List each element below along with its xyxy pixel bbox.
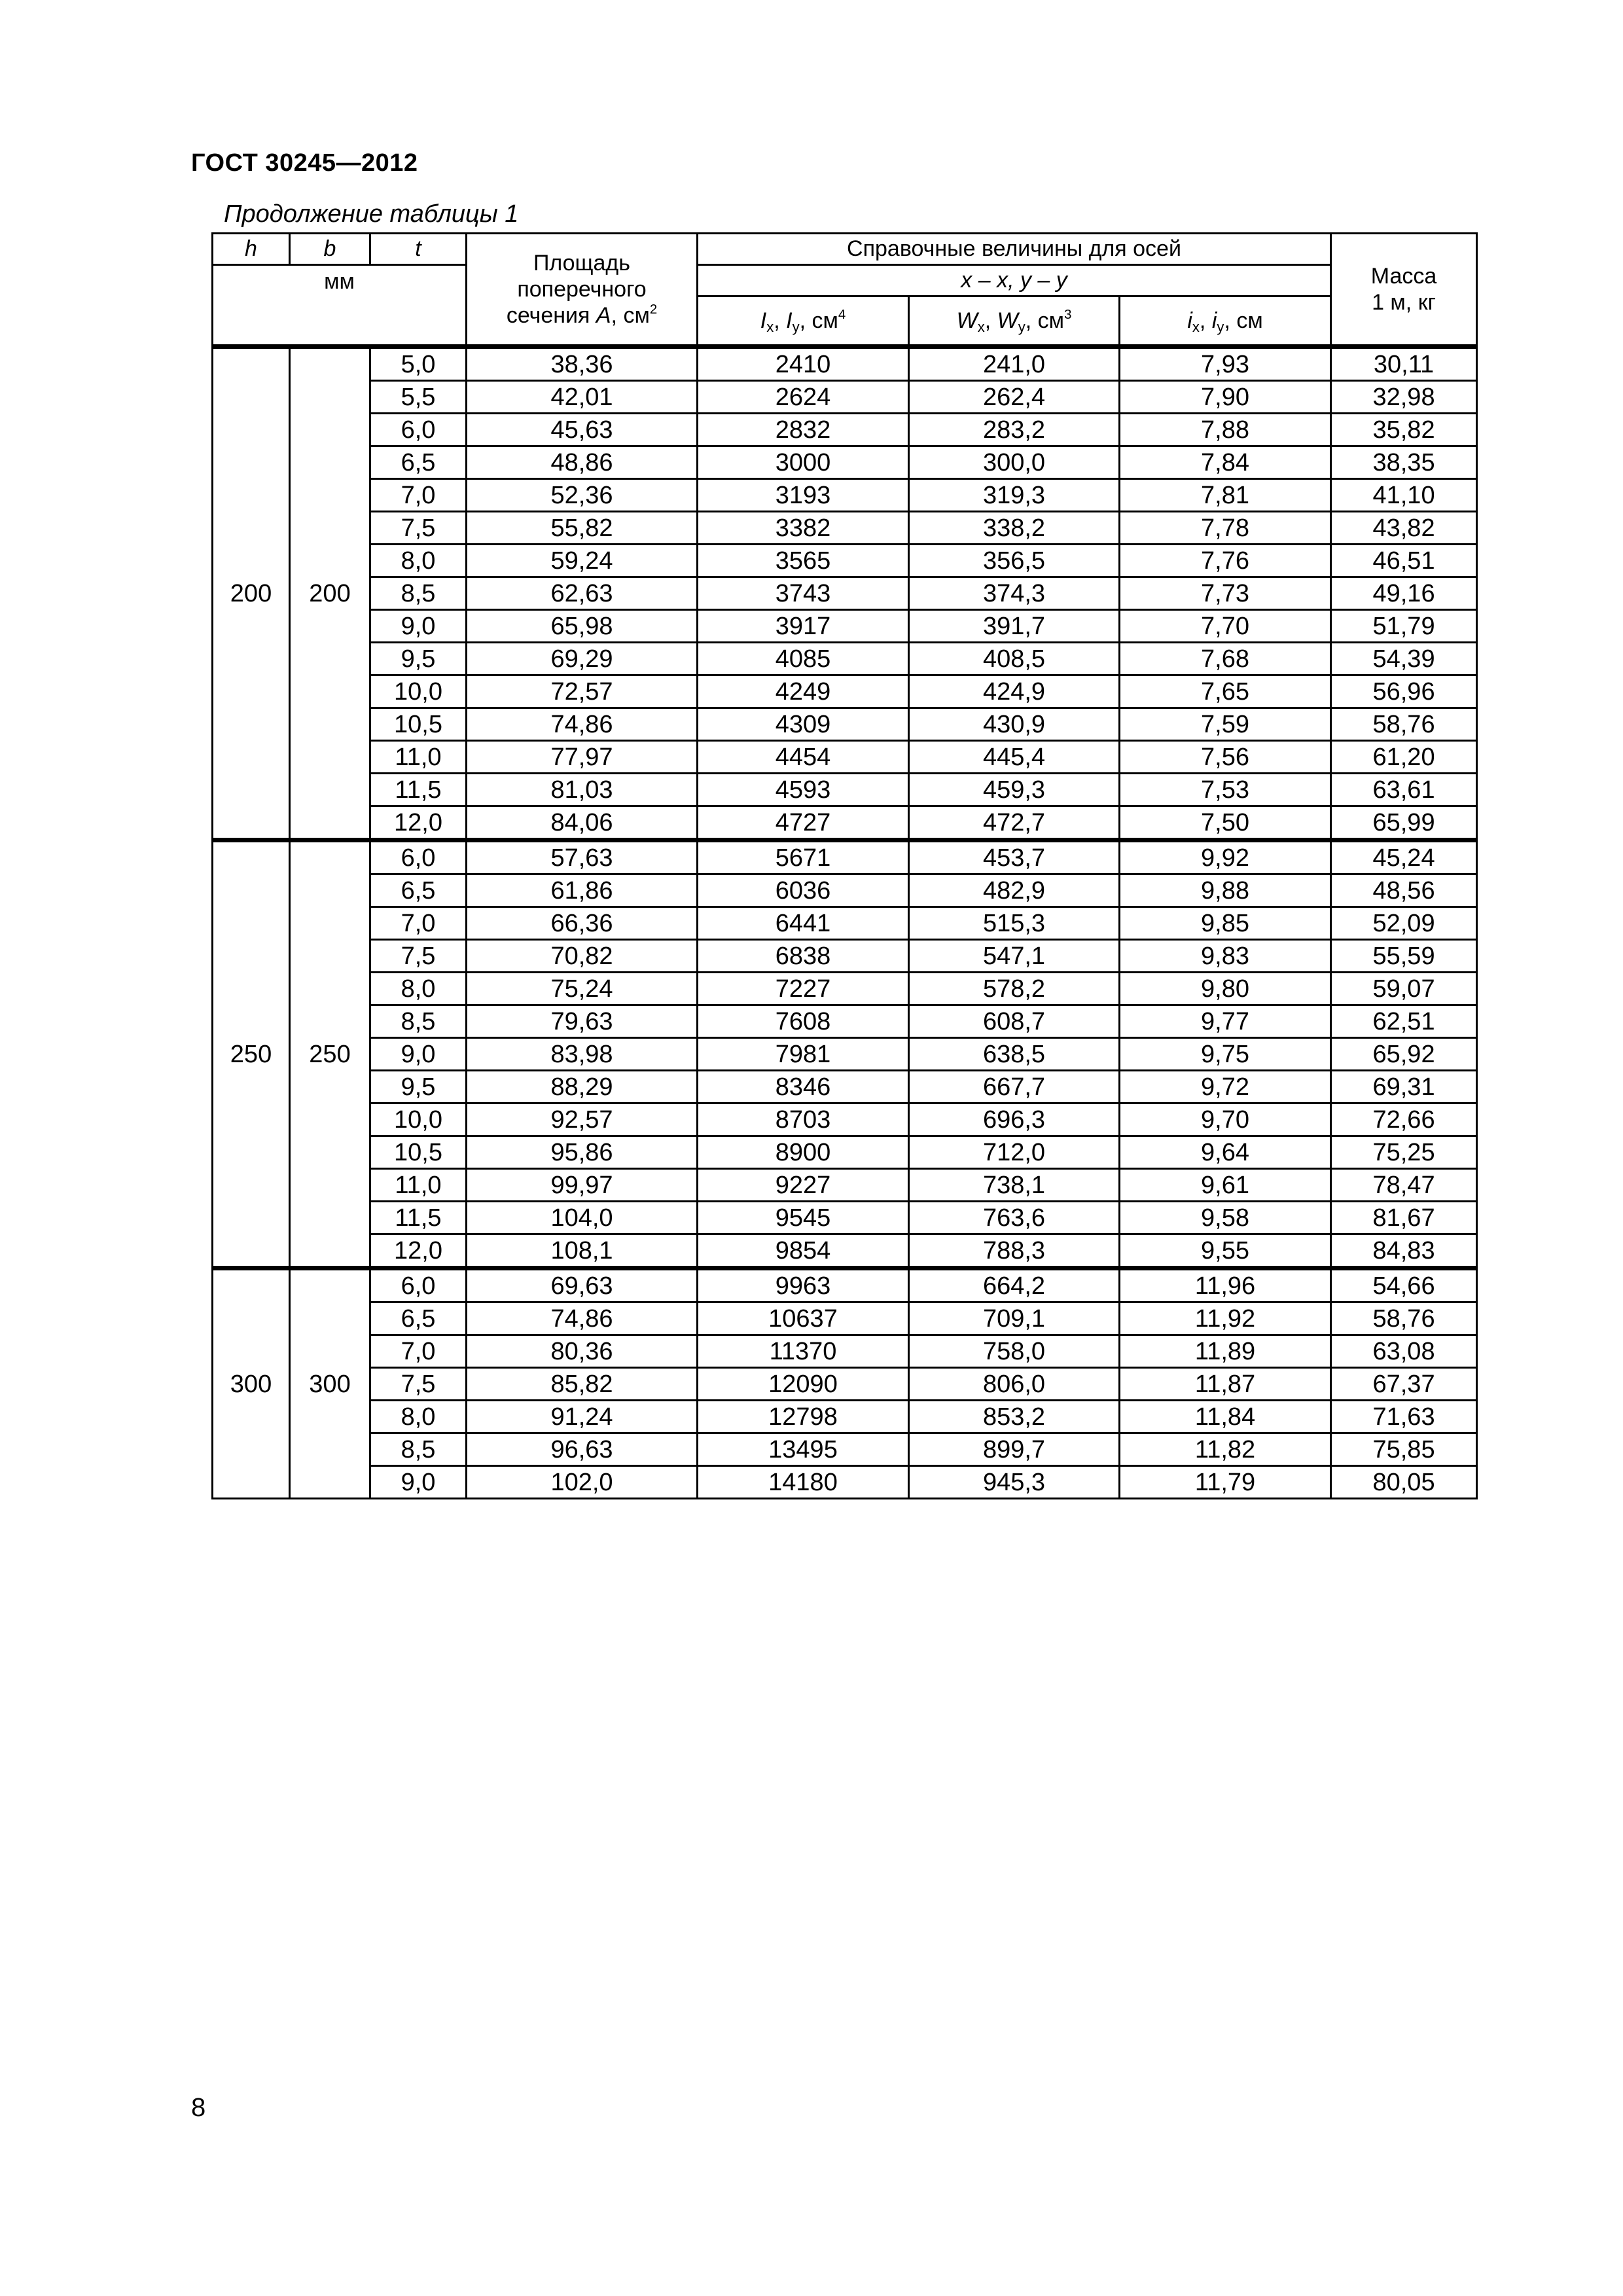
t-cell: 9,5 <box>370 1071 467 1103</box>
table-body <box>213 347 1477 1499</box>
t-cell: 6,5 <box>370 874 467 907</box>
area-cell: 84,06 <box>467 806 698 840</box>
t-cell: 8,5 <box>370 577 467 610</box>
gyration-cell: 7,59 <box>1120 708 1331 741</box>
t-cell: 12,0 <box>370 806 467 840</box>
modulus-cell: 445,4 <box>909 741 1120 774</box>
t-cell: 7,0 <box>370 1335 467 1368</box>
modulus-cell: 608,7 <box>909 1005 1120 1038</box>
inertia-cell: 2624 <box>698 381 909 414</box>
inertia-cell: 6441 <box>698 907 909 940</box>
inertia-cell: 14180 <box>698 1466 909 1499</box>
gyration-cell: 11,92 <box>1120 1302 1331 1335</box>
mass-cell: 41,10 <box>1331 479 1477 512</box>
document-title: ГОСТ 30245—2012 <box>191 149 418 177</box>
table-row <box>213 446 1477 479</box>
mass-cell: 54,66 <box>1331 1268 1477 1302</box>
inertia-cell: 12798 <box>698 1401 909 1433</box>
inertia-cell: 4454 <box>698 741 909 774</box>
mass-cell: 67,37 <box>1331 1368 1477 1401</box>
modulus-cell: 391,7 <box>909 610 1120 643</box>
gyration-cell: 11,89 <box>1120 1335 1331 1368</box>
area-cell: 99,97 <box>467 1169 698 1202</box>
mass-cell: 56,96 <box>1331 675 1477 708</box>
modulus-cell: 472,7 <box>909 806 1120 840</box>
table-row <box>213 1335 1477 1368</box>
table-row <box>213 1401 1477 1433</box>
header-radius-of-gyration: $i_x$, $i_y$, см <box>1120 296 1331 347</box>
modulus-cell: 300,0 <box>909 446 1120 479</box>
modulus-cell: 430,9 <box>909 708 1120 741</box>
t-cell: 5,0 <box>370 347 467 381</box>
gyration-cell: 9,77 <box>1120 1005 1331 1038</box>
gyration-cell: 7,53 <box>1120 774 1331 806</box>
t-cell: 7,5 <box>370 940 467 973</box>
t-cell: 7,0 <box>370 907 467 940</box>
area-cell: 80,36 <box>467 1335 698 1368</box>
gyration-cell: 7,81 <box>1120 479 1331 512</box>
mass-cell: 32,98 <box>1331 381 1477 414</box>
t-cell: 12,0 <box>370 1234 467 1268</box>
mass-cell: 63,08 <box>1331 1335 1477 1368</box>
header-mass: Масса 1 м, кг <box>1331 234 1477 347</box>
area-cell: 75,24 <box>467 973 698 1005</box>
modulus-cell: 738,1 <box>909 1169 1120 1202</box>
gyration-cell: 9,88 <box>1120 874 1331 907</box>
group-b-cell: 300 <box>290 1268 370 1499</box>
t-cell: 10,5 <box>370 1136 467 1169</box>
mass-cell: 63,61 <box>1331 774 1477 806</box>
area-cell: 74,86 <box>467 1302 698 1335</box>
modulus-cell: 667,7 <box>909 1071 1120 1103</box>
area-cell: 74,86 <box>467 708 698 741</box>
t-cell: 7,0 <box>370 479 467 512</box>
table-row <box>213 940 1477 973</box>
mass-cell: 65,99 <box>1331 806 1477 840</box>
inertia-cell: 3382 <box>698 512 909 545</box>
modulus-cell: 338,2 <box>909 512 1120 545</box>
modulus-cell: 482,9 <box>909 874 1120 907</box>
t-cell: 9,0 <box>370 610 467 643</box>
area-cell: 70,82 <box>467 940 698 973</box>
table-row <box>213 347 1477 381</box>
gyration-cell: 7,88 <box>1120 414 1331 446</box>
area-cell: 62,63 <box>467 577 698 610</box>
gyration-cell: 7,65 <box>1120 675 1331 708</box>
modulus-cell: 319,3 <box>909 479 1120 512</box>
header-mm: мм <box>213 265 467 347</box>
gyration-cell: 9,92 <box>1120 840 1331 874</box>
mass-cell: 58,76 <box>1331 708 1477 741</box>
table-row <box>213 577 1477 610</box>
table-header <box>213 234 1477 347</box>
inertia-cell: 9854 <box>698 1234 909 1268</box>
table-row <box>213 840 1477 874</box>
t-cell: 6,0 <box>370 1268 467 1302</box>
area-cell: 57,63 <box>467 840 698 874</box>
mass-cell: 71,63 <box>1331 1401 1477 1433</box>
modulus-cell: 241,0 <box>909 347 1120 381</box>
gyration-cell: 7,93 <box>1120 347 1331 381</box>
table-row <box>213 1234 1477 1268</box>
table-row <box>213 1136 1477 1169</box>
table-row <box>213 1005 1477 1038</box>
table-row <box>213 643 1477 675</box>
table-row <box>213 1302 1477 1335</box>
area-cell: 91,24 <box>467 1401 698 1433</box>
mass-cell: 75,25 <box>1331 1136 1477 1169</box>
inertia-cell: 7227 <box>698 973 909 1005</box>
t-cell: 8,0 <box>370 1401 467 1433</box>
inertia-cell: 6036 <box>698 874 909 907</box>
table-row <box>213 479 1477 512</box>
mass-cell: 49,16 <box>1331 577 1477 610</box>
modulus-cell: 408,5 <box>909 643 1120 675</box>
area-cell: 72,57 <box>467 675 698 708</box>
inertia-cell: 9963 <box>698 1268 909 1302</box>
area-cell: 42,01 <box>467 381 698 414</box>
gyration-cell: 9,61 <box>1120 1169 1331 1202</box>
table-row <box>213 1202 1477 1234</box>
gyration-cell: 7,76 <box>1120 545 1331 577</box>
group-b-cell: 250 <box>290 840 370 1268</box>
inertia-cell: 6838 <box>698 940 909 973</box>
area-cell: 96,63 <box>467 1433 698 1466</box>
modulus-cell: 638,5 <box>909 1038 1120 1071</box>
area-cell: 69,63 <box>467 1268 698 1302</box>
mass-cell: 45,24 <box>1331 840 1477 874</box>
t-cell: 9,0 <box>370 1466 467 1499</box>
gyration-cell: 9,72 <box>1120 1071 1331 1103</box>
mass-cell: 78,47 <box>1331 1169 1477 1202</box>
inertia-cell: 11370 <box>698 1335 909 1368</box>
area-cell: 79,63 <box>467 1005 698 1038</box>
inertia-cell: 4249 <box>698 675 909 708</box>
gyration-cell: 7,56 <box>1120 741 1331 774</box>
modulus-cell: 356,5 <box>909 545 1120 577</box>
inertia-cell: 4593 <box>698 774 909 806</box>
t-cell: 10,0 <box>370 675 467 708</box>
t-cell: 5,5 <box>370 381 467 414</box>
gyration-cell: 11,79 <box>1120 1466 1331 1499</box>
modulus-cell: 453,7 <box>909 840 1120 874</box>
gyration-cell: 11,87 <box>1120 1368 1331 1401</box>
mass-cell: 81,67 <box>1331 1202 1477 1234</box>
gyration-cell: 7,68 <box>1120 643 1331 675</box>
header-axes: x – x, y – y <box>698 265 1331 296</box>
page-number: 8 <box>191 2093 206 2122</box>
table-row <box>213 1103 1477 1136</box>
modulus-cell: 709,1 <box>909 1302 1120 1335</box>
modulus-cell: 283,2 <box>909 414 1120 446</box>
modulus-cell: 788,3 <box>909 1234 1120 1268</box>
header-t: t <box>370 234 467 265</box>
inertia-cell: 8703 <box>698 1103 909 1136</box>
area-cell: 45,63 <box>467 414 698 446</box>
header-section-modulus: $W_x$, $W_y$, $см^3$ <box>909 296 1120 347</box>
inertia-cell: 5671 <box>698 840 909 874</box>
table-row <box>213 610 1477 643</box>
table-row <box>213 741 1477 774</box>
group-b-cell: 200 <box>290 347 370 840</box>
mass-cell: 75,85 <box>1331 1433 1477 1466</box>
table-row <box>213 414 1477 446</box>
inertia-cell: 3917 <box>698 610 909 643</box>
table-row <box>213 1433 1477 1466</box>
t-cell: 7,5 <box>370 512 467 545</box>
mass-cell: 84,83 <box>1331 1234 1477 1268</box>
mass-cell: 35,82 <box>1331 414 1477 446</box>
table-row <box>213 1368 1477 1401</box>
inertia-cell: 9545 <box>698 1202 909 1234</box>
t-cell: 9,0 <box>370 1038 467 1071</box>
inertia-cell: 3000 <box>698 446 909 479</box>
group-h-cell: 200 <box>213 347 290 840</box>
inertia-cell: 13495 <box>698 1433 909 1466</box>
mass-cell: 65,92 <box>1331 1038 1477 1071</box>
header-area: Площадь поперечного сечения A, $см^2$ <box>467 234 698 347</box>
t-cell: 7,5 <box>370 1368 467 1401</box>
mass-cell: 30,11 <box>1331 347 1477 381</box>
gyration-cell: 11,82 <box>1120 1433 1331 1466</box>
group-h-cell: 300 <box>213 1268 290 1499</box>
mass-cell: 48,56 <box>1331 874 1477 907</box>
modulus-cell: 853,2 <box>909 1401 1120 1433</box>
area-cell: 48,86 <box>467 446 698 479</box>
t-cell: 6,5 <box>370 446 467 479</box>
modulus-cell: 696,3 <box>909 1103 1120 1136</box>
mass-cell: 55,59 <box>1331 940 1477 973</box>
header-h: h <box>213 234 290 265</box>
t-cell: 8,5 <box>370 1005 467 1038</box>
table-row <box>213 1466 1477 1499</box>
gyration-cell: 9,85 <box>1120 907 1331 940</box>
t-cell: 8,0 <box>370 545 467 577</box>
area-cell: 83,98 <box>467 1038 698 1071</box>
gyration-cell: 7,50 <box>1120 806 1331 840</box>
t-cell: 11,5 <box>370 1202 467 1234</box>
t-cell: 6,5 <box>370 1302 467 1335</box>
modulus-cell: 459,3 <box>909 774 1120 806</box>
t-cell: 8,0 <box>370 973 467 1005</box>
table-row <box>213 1169 1477 1202</box>
inertia-cell: 3193 <box>698 479 909 512</box>
gyration-cell: 7,70 <box>1120 610 1331 643</box>
inertia-cell: 12090 <box>698 1368 909 1401</box>
inertia-cell: 4727 <box>698 806 909 840</box>
header-b: b <box>290 234 370 265</box>
t-cell: 11,5 <box>370 774 467 806</box>
area-cell: 85,82 <box>467 1368 698 1401</box>
mass-cell: 43,82 <box>1331 512 1477 545</box>
inertia-cell: 2410 <box>698 347 909 381</box>
table-row <box>213 675 1477 708</box>
area-cell: 81,03 <box>467 774 698 806</box>
inertia-cell: 3743 <box>698 577 909 610</box>
mass-cell: 72,66 <box>1331 1103 1477 1136</box>
area-cell: 95,86 <box>467 1136 698 1169</box>
inertia-cell: 3565 <box>698 545 909 577</box>
inertia-cell: 8900 <box>698 1136 909 1169</box>
area-cell: 61,86 <box>467 874 698 907</box>
mass-cell: 61,20 <box>1331 741 1477 774</box>
area-cell: 65,98 <box>467 610 698 643</box>
inertia-cell: 9227 <box>698 1169 909 1202</box>
t-cell: 9,5 <box>370 643 467 675</box>
t-cell: 10,0 <box>370 1103 467 1136</box>
gyration-cell: 9,70 <box>1120 1103 1331 1136</box>
area-cell: 59,24 <box>467 545 698 577</box>
area-cell: 77,97 <box>467 741 698 774</box>
t-cell: 11,0 <box>370 741 467 774</box>
t-cell: 11,0 <box>370 1169 467 1202</box>
modulus-cell: 899,7 <box>909 1433 1120 1466</box>
modulus-cell: 424,9 <box>909 675 1120 708</box>
mass-cell: 62,51 <box>1331 1005 1477 1038</box>
header-reference-values: Справочные величины для осей <box>698 234 1331 265</box>
inertia-cell: 8346 <box>698 1071 909 1103</box>
area-cell: 104,0 <box>467 1202 698 1234</box>
gyration-cell: 7,73 <box>1120 577 1331 610</box>
mass-cell: 52,09 <box>1331 907 1477 940</box>
gyration-cell: 9,75 <box>1120 1038 1331 1071</box>
modulus-cell: 262,4 <box>909 381 1120 414</box>
table-row <box>213 1071 1477 1103</box>
gyration-cell: 7,90 <box>1120 381 1331 414</box>
table-row <box>213 1038 1477 1071</box>
modulus-cell: 515,3 <box>909 907 1120 940</box>
t-cell: 6,0 <box>370 840 467 874</box>
mass-cell: 38,35 <box>1331 446 1477 479</box>
area-cell: 38,36 <box>467 347 698 381</box>
mass-cell: 54,39 <box>1331 643 1477 675</box>
t-cell: 10,5 <box>370 708 467 741</box>
table-row <box>213 874 1477 907</box>
inertia-cell: 4309 <box>698 708 909 741</box>
table-row <box>213 381 1477 414</box>
t-cell: 6,0 <box>370 414 467 446</box>
t-cell: 8,5 <box>370 1433 467 1466</box>
modulus-cell: 578,2 <box>909 973 1120 1005</box>
gyration-cell: 9,80 <box>1120 973 1331 1005</box>
modulus-cell: 763,6 <box>909 1202 1120 1234</box>
gyration-cell: 11,96 <box>1120 1268 1331 1302</box>
table-row <box>213 907 1477 940</box>
gyration-cell: 9,55 <box>1120 1234 1331 1268</box>
inertia-cell: 10637 <box>698 1302 909 1335</box>
inertia-cell: 7608 <box>698 1005 909 1038</box>
modulus-cell: 945,3 <box>909 1466 1120 1499</box>
modulus-cell: 806,0 <box>909 1368 1120 1401</box>
mass-cell: 51,79 <box>1331 610 1477 643</box>
gyration-cell: 9,64 <box>1120 1136 1331 1169</box>
area-cell: 55,82 <box>467 512 698 545</box>
modulus-cell: 374,3 <box>909 577 1120 610</box>
section-properties-table <box>211 232 1478 1499</box>
area-cell: 102,0 <box>467 1466 698 1499</box>
table-row <box>213 545 1477 577</box>
area-cell: 108,1 <box>467 1234 698 1268</box>
modulus-cell: 712,0 <box>909 1136 1120 1169</box>
inertia-cell: 7981 <box>698 1038 909 1071</box>
table-row <box>213 774 1477 806</box>
group-h-cell: 250 <box>213 840 290 1268</box>
mass-cell: 59,07 <box>1331 973 1477 1005</box>
modulus-cell: 547,1 <box>909 940 1120 973</box>
area-cell: 66,36 <box>467 907 698 940</box>
inertia-cell: 2832 <box>698 414 909 446</box>
area-cell: 92,57 <box>467 1103 698 1136</box>
mass-cell: 80,05 <box>1331 1466 1477 1499</box>
gyration-cell: 9,83 <box>1120 940 1331 973</box>
gyration-cell: 7,78 <box>1120 512 1331 545</box>
table-row <box>213 1268 1477 1302</box>
gyration-cell: 9,58 <box>1120 1202 1331 1234</box>
area-cell: 69,29 <box>467 643 698 675</box>
table-row <box>213 973 1477 1005</box>
modulus-cell: 758,0 <box>909 1335 1120 1368</box>
table-caption: Продолжение таблицы 1 <box>224 200 519 228</box>
inertia-cell: 4085 <box>698 643 909 675</box>
gyration-cell: 7,84 <box>1120 446 1331 479</box>
mass-cell: 58,76 <box>1331 1302 1477 1335</box>
area-cell: 52,36 <box>467 479 698 512</box>
mass-cell: 69,31 <box>1331 1071 1477 1103</box>
gyration-cell: 11,84 <box>1120 1401 1331 1433</box>
mass-cell: 46,51 <box>1331 545 1477 577</box>
table-row <box>213 512 1477 545</box>
table-row <box>213 708 1477 741</box>
area-cell: 88,29 <box>467 1071 698 1103</box>
table-row <box>213 806 1477 840</box>
modulus-cell: 664,2 <box>909 1268 1120 1302</box>
header-moment-of-inertia: $I_x$, $I_y$, $см^4$ <box>698 296 909 347</box>
